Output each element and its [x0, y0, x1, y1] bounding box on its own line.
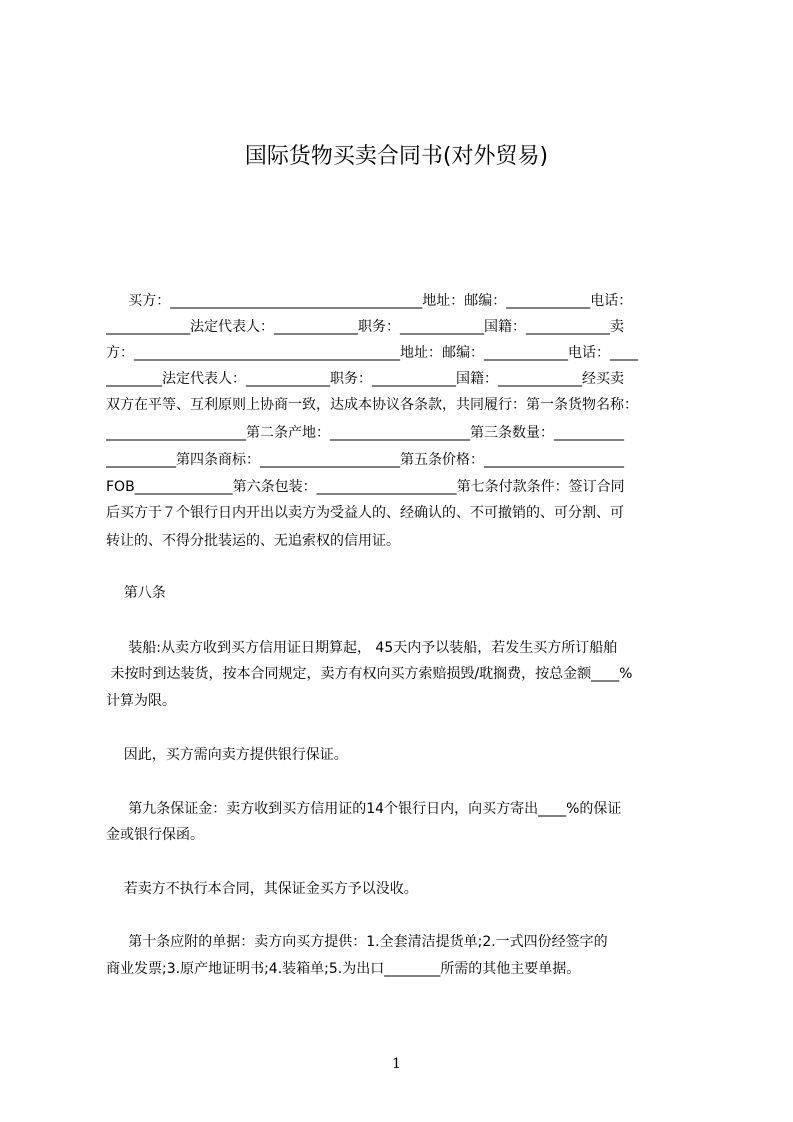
text-line: 计算为限。: [106, 693, 176, 709]
text-line: 因此，买方需向卖方提供银行保证。: [106, 747, 348, 763]
text-line: 第九条保证金：卖方收到买方信用证的14个银行日内，向买方寄出____%的保证: [106, 801, 622, 817]
text-line: ____________法定代表人：____________职务：____________国籍：____________卖: [106, 319, 624, 335]
text-line: 商业发票;3.原产地证明书;4.装箱单;5.为出口________所需的其他主要单据。: [106, 961, 581, 977]
page-number: 1: [392, 1056, 401, 1072]
text-line: ____________________第二条产地：____________________第三条数量：__________: [106, 425, 624, 441]
text-line: 双方在平等、互利原则上协商一致，达成本协议各条款，共同履行：第一条货物名称：: [106, 397, 638, 413]
text-line: 未按时到达装货，按本合同规定，卖方有权向买方索赔损毁/耽搁费，按总金额____%: [106, 666, 633, 682]
text-line: __________第四条商标：____________________第五条价格：____________________: [106, 452, 624, 468]
text-line: 买方：____________________________________地址：邮编：____________电话：: [106, 293, 633, 309]
text-line: 金或银行保函。: [106, 827, 204, 843]
text-line: ________法定代表人：____________职务：____________国籍：____________经买卖: [106, 371, 624, 387]
text-line: 装船:从卖方收到买方信用证日期算起， 45天内予以装船，若发生买方所订船舶: [106, 640, 618, 656]
text-line: 方：______________________________________地址：邮编：____________电话：____: [106, 345, 638, 361]
text-line: FOB______________第六条包装：____________________第七条付款条件：签订合同: [106, 479, 625, 495]
text-line: 后买方于７个银行日内开出以卖方为受益人的、经确认的、不可撤销的、可分割、可: [106, 505, 624, 521]
section-heading: 第八条: [106, 585, 166, 601]
text-line: 若卖方不执行本合同，其保证金买方予以没收。: [106, 881, 418, 897]
text-line: 第十条应附的单据：卖方向买方提供：1.全套清洁提货单;2.一式四份经签字的: [106, 934, 608, 950]
document-title: 国际货物买卖合同书(对外贸易): [244, 144, 549, 169]
text-line: 转让的、不得分批装运的、无追索权的信用证。: [106, 533, 400, 549]
